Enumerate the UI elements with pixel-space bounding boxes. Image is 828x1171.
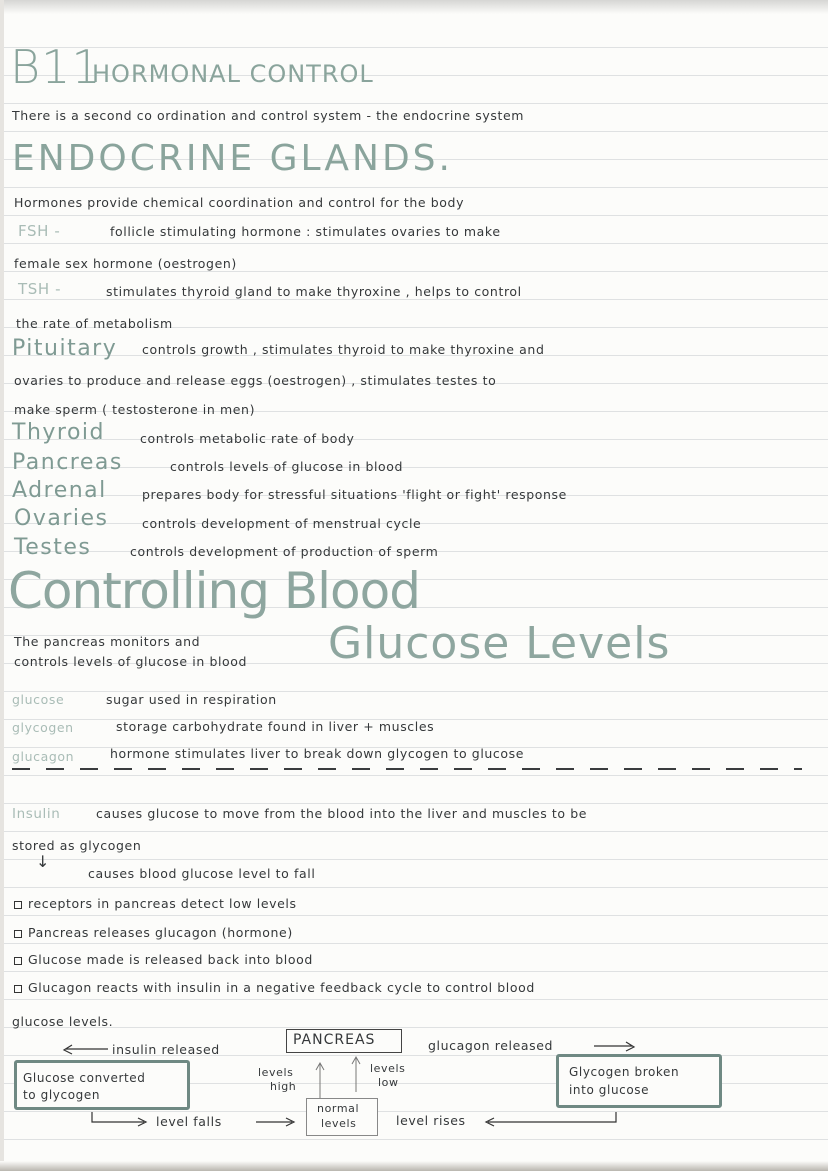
intro-text: There is a second co ordination and control system - the endocrine system [12,108,525,123]
def-text: sugar used in respiration [106,692,277,707]
insulin-term: Insulin [12,806,61,822]
fsh-term: FSH - [18,222,61,240]
bullets-cont: glucose levels. [12,1014,114,1029]
level-falls-label: level falls [156,1114,222,1129]
fsh-cont: female sex hormone (oestrogen) [14,256,237,271]
insulin-cont: stored as glycogen [12,838,142,853]
gland-name: Testes [14,535,92,560]
tsh-text: stimulates thyroid gland to make thyroxine , helps to control [106,284,522,299]
def-text: hormone stimulates liver to break down glycogen to glucose [110,746,525,761]
bullet-text: Glucagon reacts with insulin in a negative feedback cycle to control blood [28,980,535,995]
normal-levels-box [306,1098,378,1136]
gland-text: controls development of menstrual cycle [142,516,422,531]
levels-low-label: levels [370,1062,406,1075]
glucose-heading-line1: Controlling Blood [8,562,420,620]
bullet-text: Glucose made is released back into blood [28,952,313,967]
def-term: glucose [12,692,65,707]
pancreas-label: PANCREAS [293,1032,376,1048]
gland-text: controls development of production of sperm [130,544,439,559]
gland-name: Ovaries [14,506,109,531]
glycogen-broken-box [556,1054,722,1108]
down-arrow-icon: ↓ [36,852,51,871]
gland-text: controls levels of glucose in blood [170,459,404,474]
box-line: normal [317,1102,360,1115]
glucose-converted-box [14,1060,190,1110]
chapter-code: B11 [10,40,102,94]
tsh-cont: the rate of metabolism [16,316,173,331]
pituitary-cont: ovaries to produce and release eggs (oestrogen) , stimulates testes to [14,373,497,388]
pancreas-note: controls levels of glucose in blood [14,654,248,669]
box-line: Glucose converted [23,1071,146,1085]
gland-text: controls metabolic rate of body [140,431,355,446]
box-line: Glycogen broken [569,1065,680,1079]
glucagon-released-label: glucagon released [428,1038,554,1053]
box-line: to glycogen [23,1088,101,1102]
box-line: into glucose [569,1083,650,1097]
pancreas-note: The pancreas monitors and [14,634,201,649]
insulin-text: causes glucose to move from the blood into the liver and muscles to be [96,806,588,821]
def-text: storage carbohydrate found in liver + muscles [116,719,435,734]
pituitary-cont: make sperm ( testosterone in men) [14,402,256,417]
def-term: glycogen [12,720,74,735]
gland-name: Pancreas [12,450,123,475]
level-rises-label: level rises [396,1113,466,1128]
gland-name: Thyroid [12,420,105,445]
chapter-title: HORMONAL CONTROL [92,60,374,88]
hormones-line: Hormones provide chemical coordination and control for the body [14,195,465,210]
gland-name: Adrenal [12,478,107,503]
fall-text: causes blood glucose level to fall [88,866,316,881]
levels-high-label: high [270,1080,297,1093]
insulin-released-label: insulin released [112,1042,220,1057]
gland-name: Pituitary [12,336,118,361]
bullet-text: Pancreas releases glucagon (hormone) [28,925,293,940]
fsh-text: follicle stimulating hormone : stimulates ovaries to make [110,224,501,239]
bullet-text: receptors in pancreas detect low levels [28,896,297,911]
glucose-heading-line2: Glucose Levels [328,618,671,669]
page-bottom-edge [0,1161,828,1171]
levels-low-label: low [378,1076,399,1089]
pancreas-box [286,1029,402,1053]
endocrine-heading: ENDOCRINE GLANDS. [12,138,453,179]
def-term: glucagon [12,749,75,764]
gland-text: prepares body for stressful situations 'flight or fight' response [142,487,567,502]
levels-high-label: levels [258,1066,294,1079]
tsh-term: TSH - [18,280,62,298]
gland-text: controls growth , stimulates thyroid to make thyroxine and [142,342,545,357]
box-line: levels [321,1117,357,1130]
